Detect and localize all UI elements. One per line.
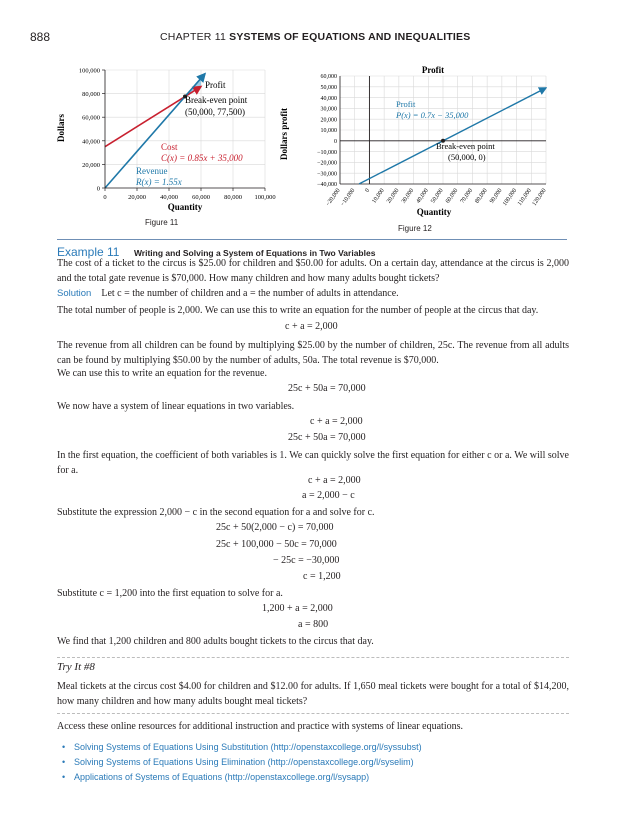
figure-11-xlabel: Quantity xyxy=(167,202,203,212)
solve-step-2: a = 2,000 − c xyxy=(302,490,355,501)
profit-equation: P(x) = 0.7x − 35,000 xyxy=(396,110,469,120)
x-tick-label: 80,000 xyxy=(224,194,242,201)
resource-links xyxy=(62,740,422,785)
y-tick-label: −30,000 xyxy=(317,171,337,178)
equation-2: 25c + 50a = 70,000 xyxy=(288,383,366,394)
revenue-label: Revenue xyxy=(136,166,168,176)
final-step-2: a = 800 xyxy=(298,619,329,630)
figure-12-grid xyxy=(340,76,546,184)
paragraph-6: Substitute the expression 2,000 − c in the second equation for a and solve for c. xyxy=(57,507,375,518)
conclusion: We find that 1,200 children and 800 adults bought tickets to the circus that day. xyxy=(57,636,374,647)
y-tick-label: 60,000 xyxy=(320,74,337,81)
x-tick-label: 20,000 xyxy=(386,187,401,205)
final-step-1: 1,200 + a = 2,000 xyxy=(262,603,333,614)
y-tick-label: −20,000 xyxy=(317,160,337,167)
equation-1: c + a = 2,000 xyxy=(285,321,338,332)
x-tick-label: 50,000 xyxy=(430,187,445,205)
y-tick-label: 0 xyxy=(334,139,337,145)
revenue-equation: R(x) = 1.55x xyxy=(136,177,182,187)
x-tick-label: 60,000 xyxy=(444,187,460,205)
paragraph-7: Substitute c = 1,200 into the first equation to solve for a. xyxy=(57,588,283,599)
x-tick-label: 40,000 xyxy=(160,194,178,201)
breakeven-point-12: (50,000, 0) xyxy=(448,152,486,162)
x-tick-label: 70,000 xyxy=(459,187,475,205)
cost-label: Cost xyxy=(161,142,178,152)
figure-12-chart xyxy=(278,62,560,224)
bullet-icon: • xyxy=(62,772,66,782)
y-tick-label: 40,000 xyxy=(82,138,100,146)
chapter-header xyxy=(160,31,470,43)
try-it-divider xyxy=(57,713,569,714)
system-eq-2: 25c + 50a = 70,000 xyxy=(288,432,366,443)
figure-11-caption: Figure 11 xyxy=(145,218,179,227)
substitution-step-1: 25c + 50(2,000 − c) = 70,000 xyxy=(216,522,334,533)
x-tick-label: 40,000 xyxy=(415,187,430,205)
link-text[interactable]: Solving Systems of Equations Using Elimination (http://openstaxcollege.org/l/syselim) xyxy=(74,757,414,767)
solution-label: Solution xyxy=(57,288,92,299)
figure-12-xlabel: Quantity xyxy=(416,207,452,217)
x-tick-label: 120,000 xyxy=(531,187,548,208)
chapter-title: SYSTEMS OF EQUATIONS AND INEQUALITIES xyxy=(229,31,471,43)
substitution-step-3: − 25c = −30,000 xyxy=(273,555,340,566)
figure-11-grid xyxy=(105,70,265,188)
x-tick-label: 0 xyxy=(364,187,372,194)
example-label: Example 11 xyxy=(57,245,120,259)
y-tick-label: 0 xyxy=(96,185,100,193)
y-tick-label: 80,000 xyxy=(82,91,100,99)
x-tick-label: 100,000 xyxy=(254,194,276,201)
cost-equation: C(x) = 0.85x + 35,000 xyxy=(161,153,243,163)
paragraph-1: The total number of people is 2,000. We can use this to write an equation for the number of people at the circus that day. xyxy=(57,305,539,316)
substitution-step-4: c = 1,200 xyxy=(303,571,341,582)
breakeven-label-12: Break-even point xyxy=(436,141,495,151)
try-it-text: Meal tickets at the circus cost $4.00 for children and $12.00 for adults. If 1,650 meal tickets were bought for a total of $14,200, how many children and how many adults bought meal tickets? xyxy=(57,681,569,707)
x-tick-label: 0 xyxy=(103,194,107,201)
x-tick-label: 110,000 xyxy=(516,187,533,207)
link-text[interactable]: Solving Systems of Equations Using Substitution (http://openstaxcollege.org/l/syssubst) xyxy=(74,742,422,752)
profit-label: Profit xyxy=(205,80,226,90)
resource-link-substitution[interactable] xyxy=(62,740,422,755)
figure-12-x-ticks xyxy=(325,188,547,208)
x-tick-label: 90,000 xyxy=(489,187,504,205)
substitution-step-2: 25c + 100,000 − 50c = 70,000 xyxy=(216,539,337,550)
y-tick-label: 30,000 xyxy=(320,106,337,113)
x-tick-label: 30,000 xyxy=(400,187,416,205)
y-tick-label: 100,000 xyxy=(78,67,100,75)
chapter-prefix: CHAPTER 11 xyxy=(160,31,226,43)
paragraph-3: We can use this to write an equation for the revenue. xyxy=(57,368,267,379)
bullet-icon: • xyxy=(62,742,66,752)
problem-text: The cost of a ticket to the circus is $25.00 for children and $50.00 for adults. On a certain day, attendance at the circus is 2,000 and the total gate revenue is $70,000. How many children and how many adults bought tickets? xyxy=(57,258,569,284)
x-tick-label: −10,000 xyxy=(340,187,357,208)
y-tick-label: 20,000 xyxy=(82,161,100,169)
figure-12-ylabel: Dollars profit xyxy=(279,107,289,161)
x-tick-label: 100,000 xyxy=(502,187,519,208)
x-tick-label: 80,000 xyxy=(474,187,489,205)
resource-link-elimination[interactable] xyxy=(62,755,422,770)
figure-11-ylabel: Dollars xyxy=(56,114,66,142)
resources-intro: Access these online resources for additional instruction and practice with systems of linear equations. xyxy=(57,721,463,732)
bullet-icon: • xyxy=(62,757,66,767)
y-tick-label: −10,000 xyxy=(317,149,337,156)
paragraph-5: In the first equation, the coefficient of both variables is 1. We can quickly solve the first equation for either c or a. We will solve for a. xyxy=(57,450,569,476)
figure-12-title: Profit xyxy=(421,65,445,75)
solution-intro: Let c = the number of children and a = the number of adults in attendance. xyxy=(101,288,399,299)
y-tick-label: 40,000 xyxy=(320,95,337,102)
try-it-heading: Try It #8 xyxy=(57,657,569,673)
y-tick-label: −40,000 xyxy=(317,182,337,189)
figure-12-y-ticks xyxy=(317,74,337,188)
y-tick-label: 20,000 xyxy=(320,117,337,124)
x-tick-label: 20,000 xyxy=(128,194,146,201)
x-tick-label: 10,000 xyxy=(371,187,386,205)
figure-11-y-ticks xyxy=(79,68,105,193)
x-tick-label: 60,000 xyxy=(192,194,210,201)
y-tick-label: 10,000 xyxy=(320,128,337,135)
system-eq-1: c + a = 2,000 xyxy=(310,416,363,427)
x-tick-label: −20,000 xyxy=(325,187,342,208)
profit-line xyxy=(359,88,546,184)
resource-link-applications[interactable] xyxy=(62,770,422,785)
breakeven-label: Break-even point xyxy=(185,95,248,105)
solve-step-1: c + a = 2,000 xyxy=(308,475,361,486)
figure-11-x-ticks xyxy=(103,188,275,201)
page-number: 888 xyxy=(30,30,51,44)
y-tick-label: 60,000 xyxy=(82,114,100,122)
y-tick-label: 50,000 xyxy=(320,85,337,91)
solution-line xyxy=(57,287,569,302)
paragraph-4: We now have a system of linear equations in two variables. xyxy=(57,401,295,412)
figure-12-caption: Figure 12 xyxy=(398,224,432,233)
figure-11-chart xyxy=(55,62,280,217)
example-title: Writing and Solving a System of Equations in Two Variables xyxy=(133,248,376,258)
breakeven-point: (50,000, 77,500) xyxy=(185,107,245,117)
paragraph-2: The revenue from all children can be found by multiplying $25.00 by the number of children, 25c. The revenue from all adults can be found by multiplying $50.00 by the number of adults, 50a. The total revenue is $70,000. xyxy=(57,340,569,366)
profit-label-12: Profit xyxy=(396,99,416,109)
link-text[interactable]: Applications of Systems of Equations (http://openstaxcollege.org/l/sysapp) xyxy=(74,772,370,782)
